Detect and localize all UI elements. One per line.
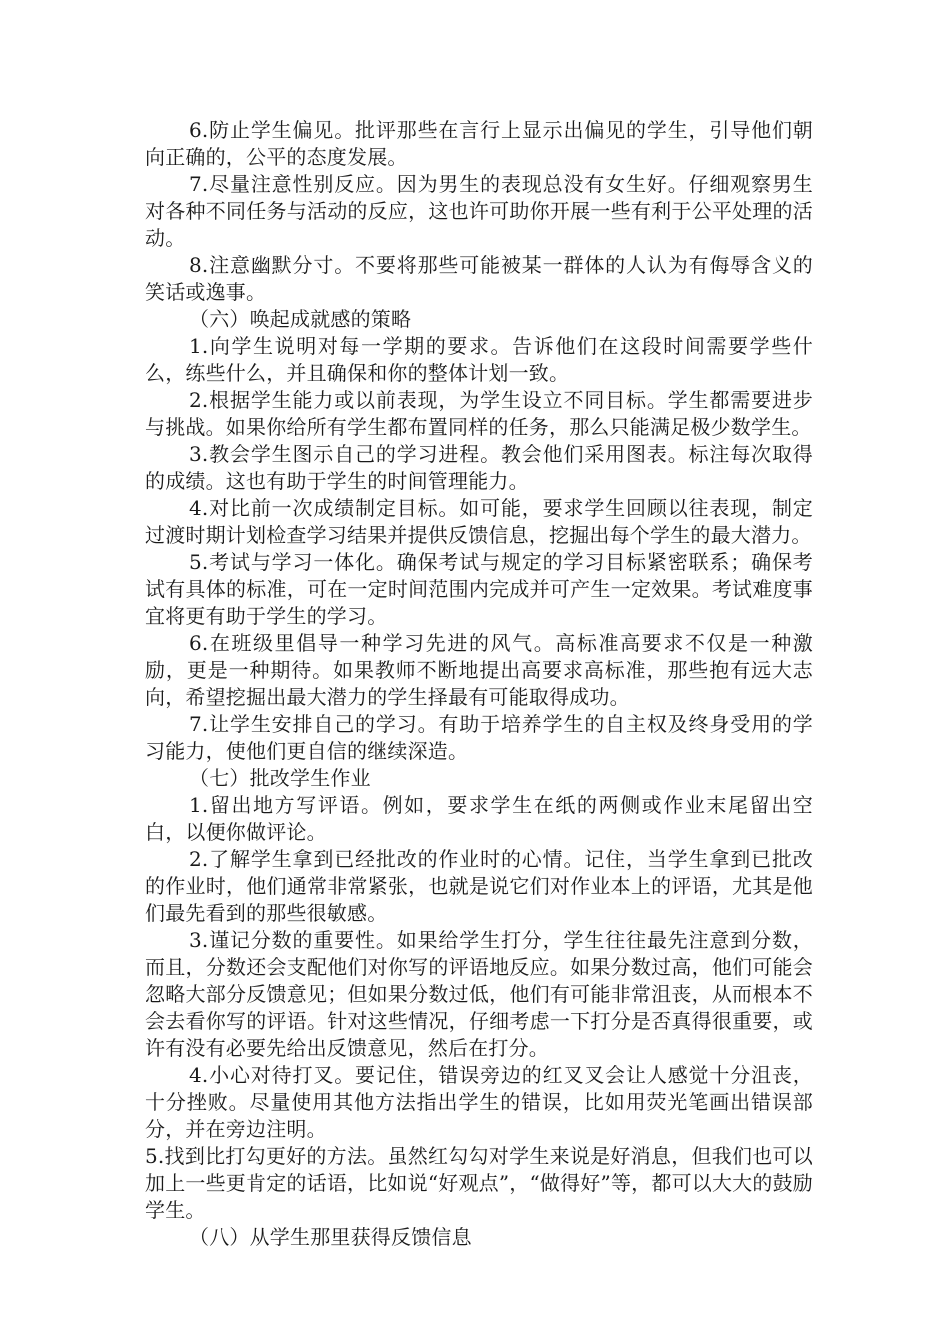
paragraph-15: 3.谨记分数的重要性。如果给学生打分，学生往往最先注意到分数，而且，分数还会支配他们对你写的评语地反应。如果分数过高，他们可能会忽略大部分反馈意见；但如果分数过低，他们有可能非常沮丧，从而根本不会去看你写的评语。针对这些情况，仔细考虑一下打分是否真得很重要，或许有没有必要先给出反馈意见，然后在打分。 — [145, 928, 813, 1060]
paragraph-10: 6.在班级里倡导一种学习先进的风气。高标准高要求不仅是一种激励，更是一种期待。如果教师不断地提出高要求高标准，那些抱有远大志向，希望挖掘出最大潜力的学生择最有可能取得成功。 — [145, 631, 813, 709]
section-heading-7: （七）批改学生作业 — [189, 766, 371, 790]
paragraph-13: 1.留出地方写评语。例如，要求学生在纸的两侧或作业末尾留出空白，以便你做评论。 — [145, 793, 813, 844]
paragraph-11: 7.让学生安排自己的学习。有助于培养学生的自主权及终身受用的学习能力，使他们更自信的继续深造。 — [145, 712, 813, 763]
paragraph-8: 4.对比前一次成绩制定目标。如可能，要求学生回顾以往表现，制定过渡时期计划检查学习结果并提供反馈信息，挖掘出每个学生的最大潜力。 — [145, 496, 813, 547]
paragraph-17: 5.找到比打勾更好的方法。虽然红勾勾对学生来说是好消息，但我们也可以加上一些更肯定的话语，比如说“好观点”，“做得好”等，都可以大大的鼓励学生。 — [145, 1144, 813, 1222]
paragraph-6: 2.根据学生能力或以前表现，为学生设立不同目标。学生都需要进步与挑战。如果你给所有学生都布置同样的任务，那么只能满足极少数学生。 — [145, 388, 813, 439]
paragraph-14: 2.了解学生拿到已经批改的作业时的心情。记住，当学生拿到已批改的作业时，他们通常非常紧张，也就是说它们对作业本上的评语，尤其是他们最先看到的那些很敏感。 — [145, 847, 813, 925]
paragraph-7: 3.教会学生图示自己的学习进程。教会他们采用图表。标注每次取得的成绩。这也有助于学生的时间管理能力。 — [145, 442, 813, 493]
paragraph-5: 1.向学生说明对每一学期的要求。告诉他们在这段时间需要学些什么，练些什么，并且确保和你的整体计划一致。 — [145, 334, 813, 385]
document-body — [145, 117, 813, 1251]
paragraph-9: 5.考试与学习一体化。确保考试与规定的学习目标紧密联系；确保考试有具体的标准，可在一定时间范围内完成并可产生一定效果。考试难度事宜将更有助于学生的学习。 — [145, 550, 813, 628]
section-heading-8: （八）从学生那里获得反馈信息 — [189, 1225, 472, 1249]
paragraph-16: 4.小心对待打叉。要记住，错误旁边的红叉叉会让人感觉十分沮丧，十分挫败。尽量使用其他方法指出学生的错误，比如用荧光笔画出错误部分，并在旁边注明。 — [145, 1063, 813, 1141]
section-heading-6: （六）唤起成就感的策略 — [189, 307, 412, 331]
paragraph-2: 7.尽量注意性别反应。因为男生的表现总没有女生好。仔细观察男生对各种不同任务与活动的反应，这也许可助你开展一些有利于公平处理的活动。 — [145, 172, 813, 250]
paragraph-3: 8.注意幽默分寸。不要将那些可能被某一群体的人认为有侮辱含义的笑话或逸事。 — [145, 253, 813, 304]
paragraph-1: 6.防止学生偏见。批评那些在言行上显示出偏见的学生，引导他们朝向正确的，公平的态度发展。 — [145, 118, 813, 169]
